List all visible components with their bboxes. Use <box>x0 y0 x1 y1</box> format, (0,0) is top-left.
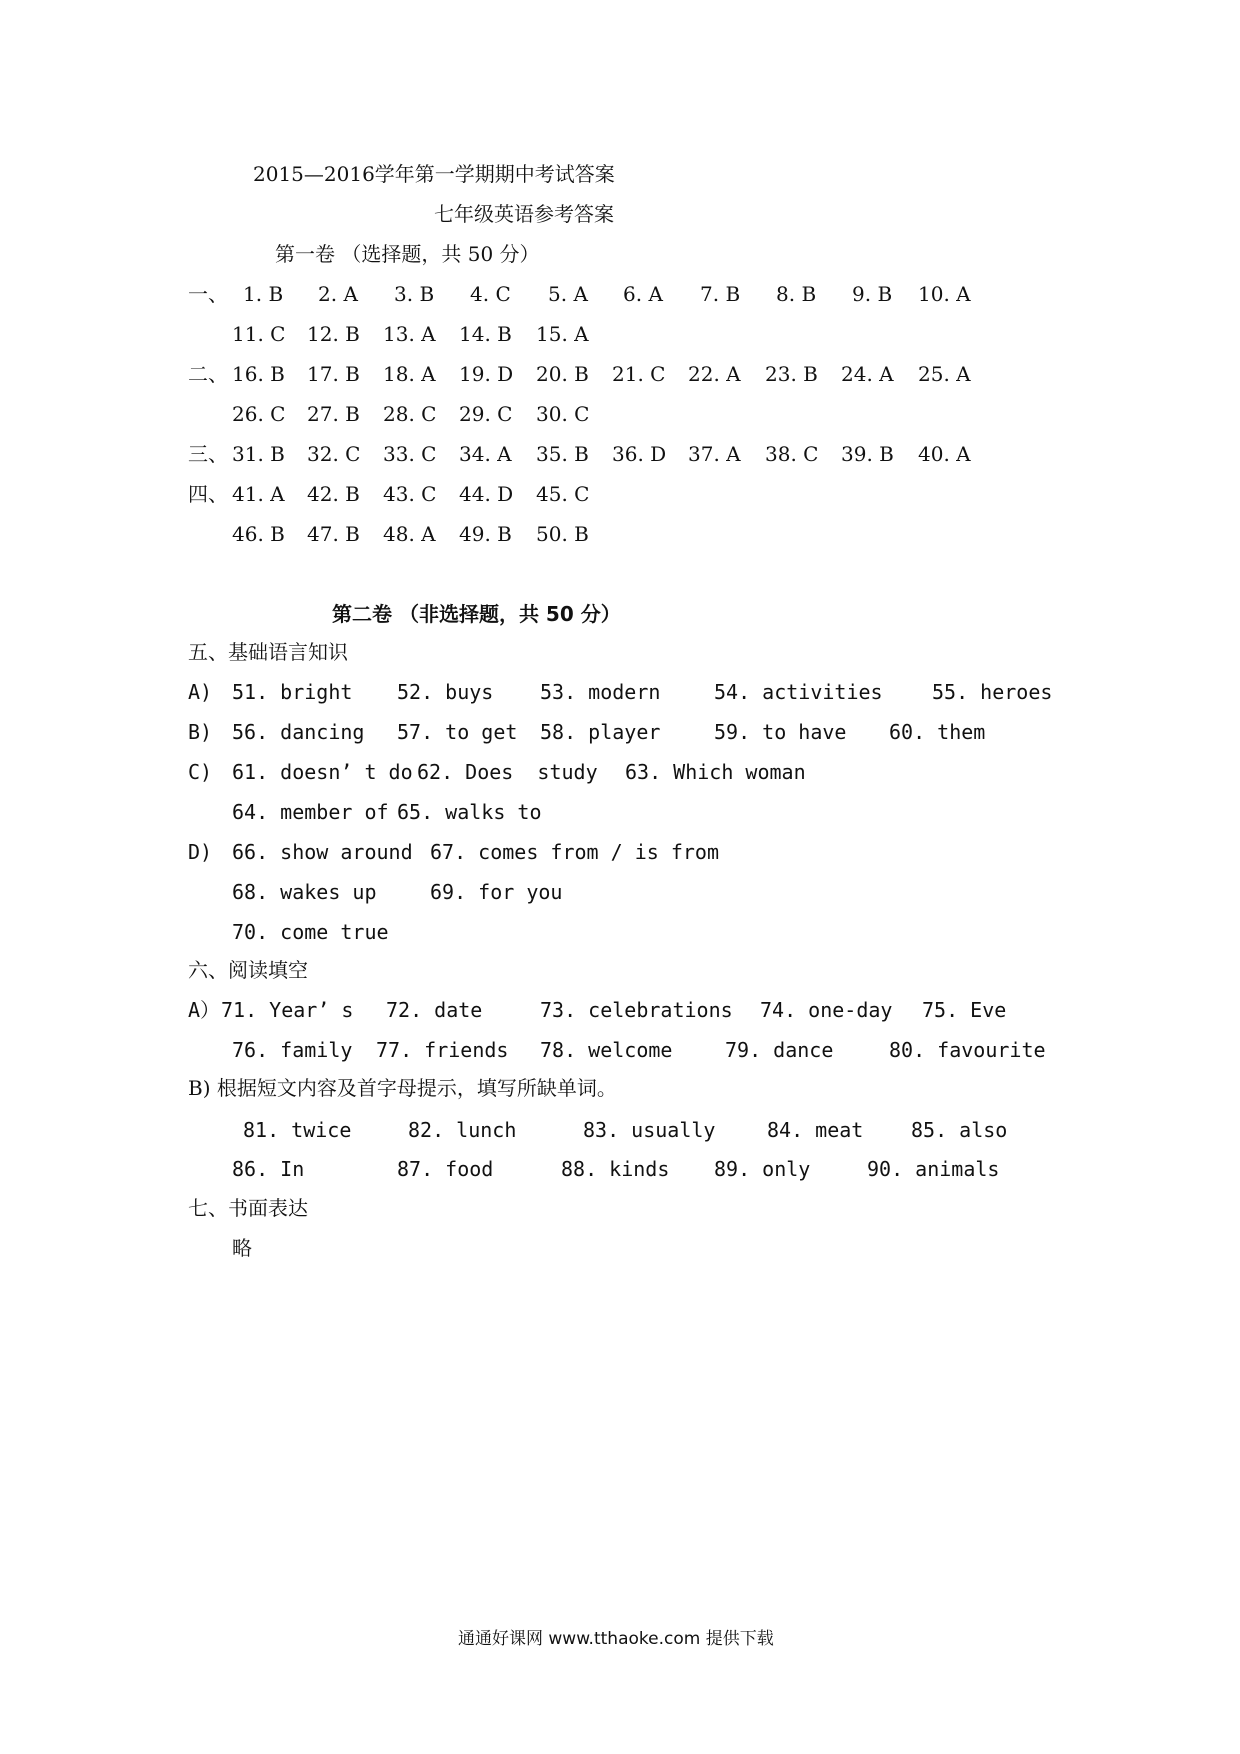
answer-item: 19. D <box>459 362 514 386</box>
answer-item: 29. C <box>459 402 513 426</box>
page-footer: 通通好课网 www.tthaoke.com 提供下载 <box>458 1629 774 1649</box>
answer-item: 16. B <box>232 362 285 386</box>
answer-item: 10. A <box>918 282 971 306</box>
answer-item: 80. favourite <box>889 1038 1046 1062</box>
answer-item: 86. In <box>232 1157 305 1181</box>
answer-item: 68. wakes up <box>232 880 377 904</box>
part-five-heading: 五、基础语言知识 <box>188 640 348 664</box>
answer-item: 1. B <box>243 282 284 306</box>
volume-two-heading: 第二卷 （非选择题，共 50 分） <box>332 602 621 626</box>
answer-item: 27. B <box>307 402 360 426</box>
answer-item: 25. A <box>918 362 971 386</box>
answer-item: 73. celebrations <box>540 998 733 1022</box>
answer-item: 18. A <box>383 362 436 386</box>
answer-item: 15. A <box>536 322 589 346</box>
answer-item: 56. dancing <box>232 720 365 744</box>
answer-item: 51. bright <box>232 680 353 704</box>
answer-item: 28. C <box>383 402 437 426</box>
answer-item: 34. A <box>459 442 512 466</box>
answer-item: 42. B <box>307 482 360 506</box>
answer-item: 50. B <box>536 522 589 546</box>
answer-item: 78. welcome <box>540 1038 673 1062</box>
page-title: 2015—2016学年第一学期期中考试答案 <box>253 162 615 186</box>
answer-item: 26. C <box>232 402 286 426</box>
answer-item: 41. A <box>232 482 285 506</box>
answer-item: 58. player <box>540 720 661 744</box>
part-two-label: 二、 <box>188 362 228 386</box>
answer-item: 63. Which woman <box>625 760 806 784</box>
part-six-a-label: A） <box>188 998 221 1022</box>
answer-item: 65. walks to <box>397 800 542 824</box>
answer-item: 83. usually <box>583 1118 716 1142</box>
answer-item: 75. Eve <box>922 998 1007 1022</box>
part-seven-heading: 七、书面表达 <box>188 1196 308 1220</box>
answer-item: 44. D <box>459 482 514 506</box>
answer-item: 2. A <box>318 282 358 306</box>
answer-item: 67. comes from / is from <box>430 840 719 864</box>
answer-item: 8. B <box>776 282 817 306</box>
answer-item: 90. animals <box>867 1157 1000 1181</box>
answer-item: 77. friends <box>376 1038 509 1062</box>
answer-item: 6. A <box>623 282 663 306</box>
part-one-label: 一、 <box>188 282 228 306</box>
answer-item: 37. A <box>688 442 741 466</box>
answer-item: 60. them <box>889 720 986 744</box>
answer-item: 24. A <box>841 362 894 386</box>
answer-item: 39. B <box>841 442 894 466</box>
part-six-heading: 六、阅读填空 <box>188 958 308 982</box>
answer-item: 76. family <box>232 1038 353 1062</box>
answer-item: 9. B <box>852 282 893 306</box>
answer-item: 23. B <box>765 362 818 386</box>
answer-item: 7. B <box>700 282 741 306</box>
answer-item: 22. A <box>688 362 741 386</box>
answer-item: 88. kinds <box>561 1157 670 1181</box>
part-five-b-label: B) <box>188 720 213 744</box>
answer-item: 70. come true <box>232 920 389 944</box>
answer-item: 61. doesn’ t do <box>232 760 413 784</box>
answer-item: 55. heroes <box>932 680 1053 704</box>
answer-item: 47. B <box>307 522 360 546</box>
answer-item: 59. to have <box>714 720 847 744</box>
answer-item: 38. C <box>765 442 819 466</box>
answer-item: 11. C <box>232 322 286 346</box>
answer-item: 52. buys <box>397 680 494 704</box>
part-five-c-label: C) <box>188 760 213 784</box>
answer-item: 31. B <box>232 442 285 466</box>
answer-item: 12. B <box>307 322 360 346</box>
answer-item: 20. B <box>536 362 589 386</box>
answer-item: 66. show around <box>232 840 413 864</box>
volume-one-heading: 第一卷 （选择题，共 50 分） <box>275 242 540 266</box>
part-six-b-heading: B) 根据短文内容及首字母提示，填写所缺单词。 <box>188 1076 617 1100</box>
answer-item: 14. B <box>459 322 512 346</box>
answer-item: 32. C <box>307 442 361 466</box>
answer-item: 53. modern <box>540 680 661 704</box>
answer-item: 64. member of <box>232 800 389 824</box>
answer-item: 72. date <box>386 998 483 1022</box>
answer-item: 30. C <box>536 402 590 426</box>
part-three-label: 三、 <box>188 442 228 466</box>
answer-item: 81. twice <box>243 1118 352 1142</box>
answer-item: 35. B <box>536 442 589 466</box>
part-seven-answer: 略 <box>232 1236 252 1260</box>
answer-item: 62. Does study <box>417 760 598 784</box>
answer-item: 84. meat <box>767 1118 864 1142</box>
answer-item: 36. D <box>612 442 667 466</box>
answer-item: 40. A <box>918 442 971 466</box>
answer-item: 69. for you <box>430 880 563 904</box>
answer-item: 21. C <box>612 362 666 386</box>
answer-item: 13. A <box>383 322 436 346</box>
answer-item: 5. A <box>548 282 588 306</box>
answer-item: 85. also <box>911 1118 1008 1142</box>
answer-item: 74. one-day <box>760 998 893 1022</box>
answer-item: 17. B <box>307 362 360 386</box>
answer-item: 57. to get <box>397 720 518 744</box>
answer-item: 33. C <box>383 442 437 466</box>
part-five-d-label: D) <box>188 840 213 864</box>
answer-item: 71. Year’ s <box>221 998 354 1022</box>
answer-item: 43. C <box>383 482 437 506</box>
answer-item: 46. B <box>232 522 285 546</box>
answer-item: 54. activities <box>714 680 883 704</box>
answer-item: 89. only <box>714 1157 811 1181</box>
page-subtitle: 七年级英语参考答案 <box>434 202 614 226</box>
answer-item: 3. B <box>394 282 435 306</box>
answer-item: 4. C <box>470 282 511 306</box>
part-five-a-label: A) <box>188 680 213 704</box>
answer-item: 49. B <box>459 522 512 546</box>
answer-item: 82. lunch <box>408 1118 517 1142</box>
answer-item: 79. dance <box>725 1038 834 1062</box>
answer-item: 45. C <box>536 482 590 506</box>
answer-item: 87. food <box>397 1157 494 1181</box>
part-four-label: 四、 <box>188 482 228 506</box>
answer-item: 48. A <box>383 522 436 546</box>
